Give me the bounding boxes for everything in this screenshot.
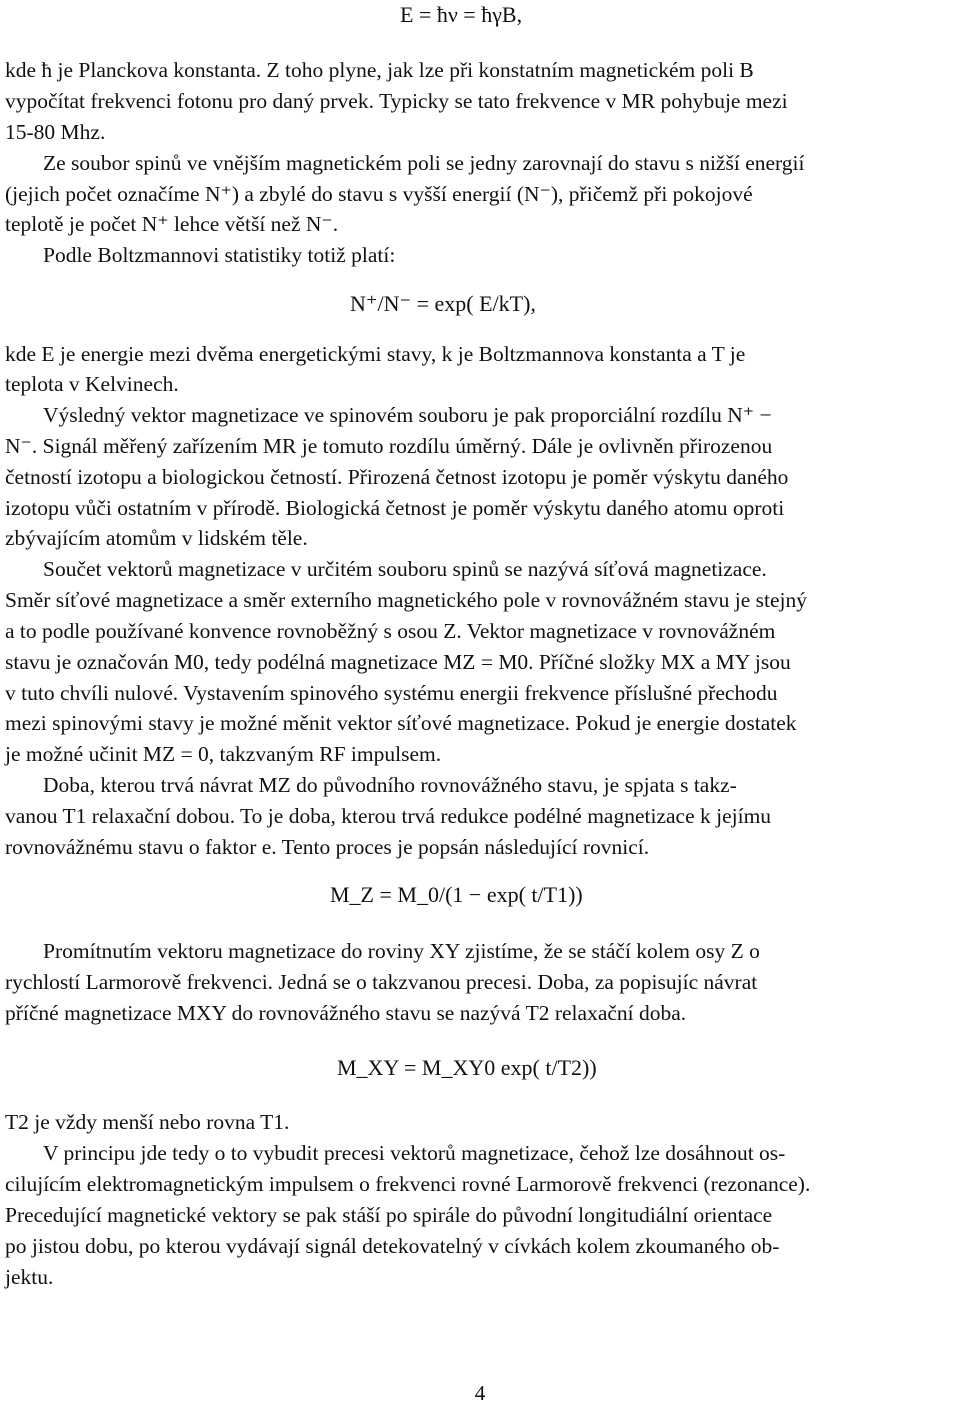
text-line: Výsledný vektor magnetizace ve spinovém souboru je pak proporciální rozdílu N⁺ − bbox=[43, 403, 772, 427]
text-line: V principu jde tedy o to vybudit precesi vektorů magnetizace, čehož lze dosáhnout os- bbox=[43, 1141, 786, 1165]
text-line: Promítnutím vektoru magnetizace do roviny XY zjistíme, že se stáčí kolem osy Z o bbox=[43, 939, 760, 963]
text-line: v tuto chvíli nulové. Vystavením spinového systému energii frekvence příslušné přechodu bbox=[5, 681, 778, 705]
text-line: teplota v Kelvinech. bbox=[5, 372, 179, 396]
equation-boltzmann: N⁺/N⁻ = exp( E/kT), bbox=[350, 291, 536, 316]
equation-energy: E = ħν = ħγB, bbox=[400, 2, 523, 27]
text-line: Ze soubor spinů ve vnějším magnetickém poli se jedny zarovnají do stavu s nižší energií bbox=[43, 151, 805, 175]
text-line: Směr síťové magnetizace a směr externího magnetického pole v rovnovážném stavu je stejný bbox=[5, 588, 808, 612]
text-line: Precedující magnetické vektory se pak stáší po spirále do původní longitudiální orientace bbox=[5, 1203, 773, 1227]
text-line: cilujícím elektromagnetickým impulsem o frekvenci rovné Larmorově frekvenci (rezonance). bbox=[5, 1172, 811, 1196]
text-line: T2 je vždy menší nebo rovna T1. bbox=[5, 1110, 290, 1134]
text-line: kde ħ je Planckova konstanta. Z toho plyne, jak lze při konstatním magnetickém poli B bbox=[5, 58, 754, 82]
text-line: Součet vektorů magnetizace v určitém souboru spinů se nazývá síťová magnetizace. bbox=[43, 557, 767, 581]
text-line: po jistou dobu, po kterou vydávají signál detekovatelný v cívkách kolem zkoumaného ob- bbox=[5, 1234, 780, 1258]
text-line: N⁻. Signál měřený zařízením MR je tomuto rozdílu úměrný. Dále je ovlivněn přirozenou bbox=[5, 434, 773, 458]
text-line: kde E je energie mezi dvěma energetickými stavy, k je Boltzmannova konstanta a T je bbox=[5, 342, 746, 366]
text-line: příčné magnetizace MXY do rovnovážného stavu se nazývá T2 relaxační doba. bbox=[5, 1001, 687, 1025]
text-line: je možné učinit MZ = 0, takzvaným RF impulsem. bbox=[5, 742, 442, 766]
text-line: 15-80 Mhz. bbox=[5, 120, 106, 144]
equation-mxy: M_XY = M_XY0 exp( t/T2)) bbox=[337, 1055, 597, 1080]
text-line: zbývajícím atomům v lidském těle. bbox=[5, 526, 308, 550]
text-line: teplotě je počet N⁺ lehce větší než N⁻. bbox=[5, 212, 339, 236]
text-line: četností izotopu a biologickou četností. Přirozená četnost izotopu je poměr výskytu daného bbox=[5, 465, 789, 489]
text-line: izotopu vůči ostatním v přírodě. Biologická četnost je poměr výskytu daného atomu oproti bbox=[5, 496, 785, 520]
text-line: mezi spinovými stavy je možné měnit vektor síťové magnetizace. Pokud je energie dostatek bbox=[5, 711, 797, 735]
text-line: vypočítat frekvenci fotonu pro daný prvek. Typicky se tato frekvence v MR pohybuje mezi bbox=[5, 89, 788, 113]
text-line: stavu je označován M0, tedy podélná magnetizace MZ = M0. Příčné složky MX a MY jsou bbox=[5, 650, 791, 674]
text-line: a to podle používané konvence rovnoběžný s osou Z. Vektor magnetizace v rovnovážném bbox=[5, 619, 776, 643]
text-line: vanou T1 relaxační dobou. To je doba, kterou trvá redukce podélné magnetizace k jejímu bbox=[5, 804, 772, 828]
page-number: 4 bbox=[474, 1381, 486, 1405]
text-line: Doba, kterou trvá návrat MZ do původního rovnovážného stavu, je spjata s takz- bbox=[43, 773, 737, 797]
text-line: Podle Boltzmannovi statistiky totiž platí: bbox=[43, 243, 396, 267]
text-line: jektu. bbox=[5, 1265, 54, 1289]
text-line: rychlostí Larmorově frekvenci. Jedná se o takzvanou precesi. Doba, za popisujíc návrat bbox=[5, 970, 758, 994]
equation-mz: M_Z = M_0/(1 − exp( t/T1)) bbox=[330, 882, 583, 907]
text-line: (jejich počet označíme N⁺) a zbylé do stavu s vyšší energií (N⁻), přičemž při pokojové bbox=[5, 182, 753, 206]
text-line: rovnovážnému stavu o faktor e. Tento proces je popsán následující rovnicí. bbox=[5, 835, 650, 859]
